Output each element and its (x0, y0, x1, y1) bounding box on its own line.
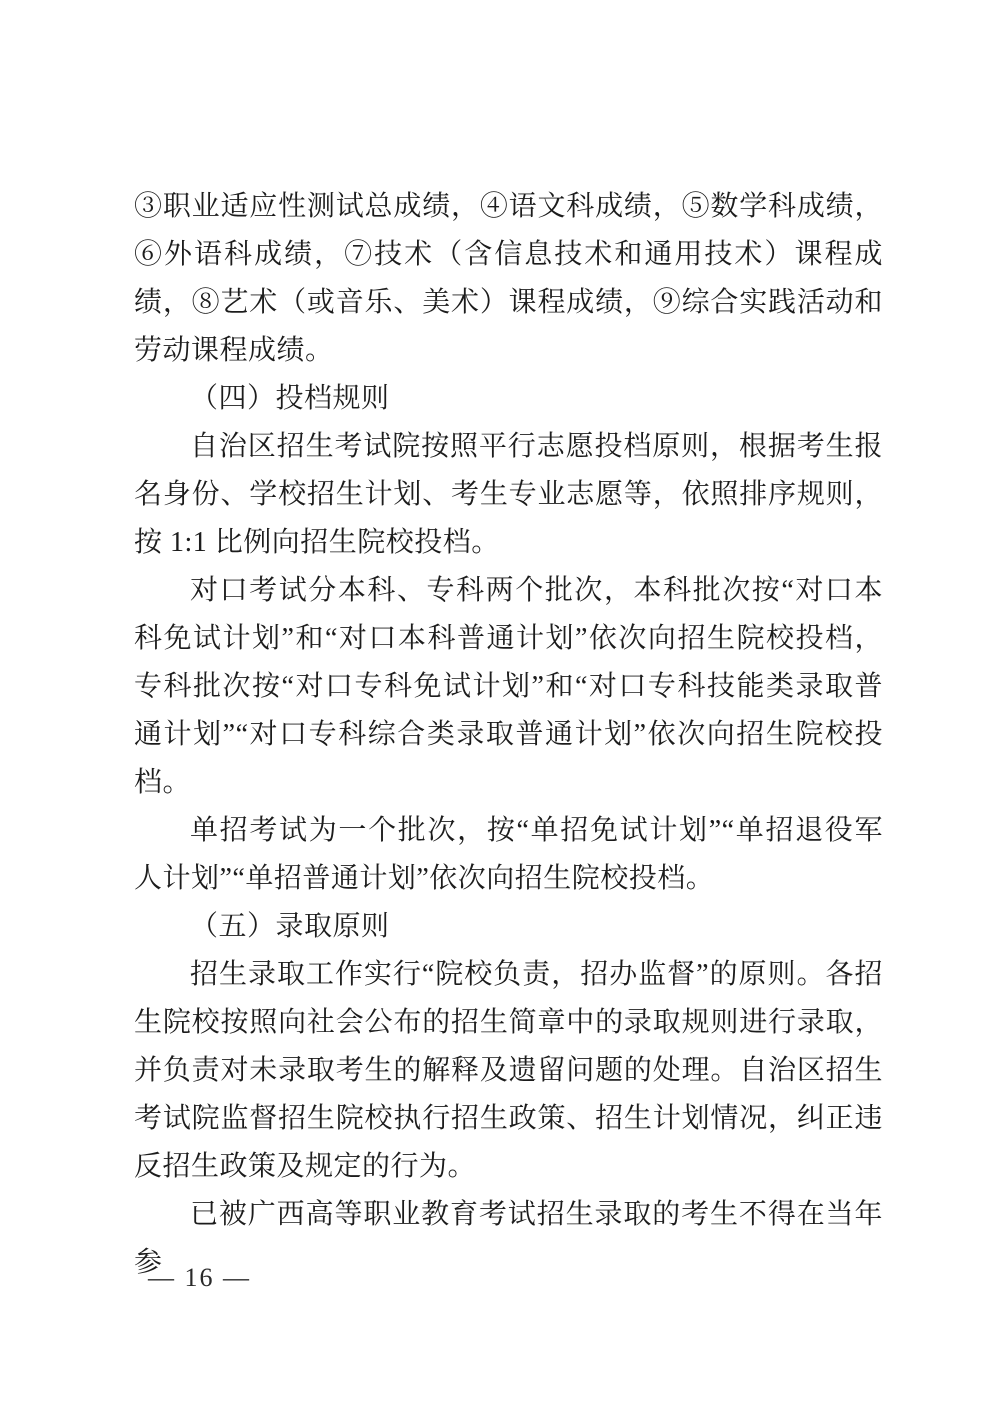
document-content (134, 183, 883, 1287)
paragraph-duikou-exam-batches: 对口考试分本科、专科两个批次，本科批次按“对口本科免试计划”和“对口本科普通计划”依次向招生院校投档，专科批次按“对口专科免试计划”和“对口专科技能类录取普通计划”“对口专科综合类录取普通计划”依次向招生院校投档。 (134, 575, 883, 798)
paragraph-admission-responsibility: 招生录取工作实行“院校负责，招办监督”的原则。各招生院校按照向社会公布的招生简章中的录取规则进行录取，并负责对未录取考生的解释及遗留问题的处理。自治区招生考试院监督招生院校执行招生政策、招生计划情况，纠正违反招生政策及规定的行为。 (134, 959, 883, 1182)
paragraph-danzhao-exam-batch: 单招考试为一个批次，按“单招免试计划”“单招退役军人计划”“单招普通计划”依次向招生院校投档。 (134, 815, 883, 894)
section-heading-4-filing-rules: （四）投档规则 (190, 383, 390, 414)
section-heading-5-admission-principles: （五）录取原则 (190, 911, 390, 942)
paragraph-score-items-continuation: ③职业适应性测试总成绩，④语文科成绩，⑤数学科成绩，⑥外语科成绩，⑦技术（含信息技术和通用技术）课程成绩，⑧艺术（或音乐、美术）课程成绩，⑨综合实践活动和劳动课程成绩。 (134, 191, 883, 366)
page-number: — 16 — (148, 1263, 251, 1292)
paragraph-admitted-candidates-cutoff: 已被广西高等职业教育考试招生录取的考生不得在当年参 (134, 1199, 883, 1278)
paragraph-parallel-volunteer-filing: 自治区招生考试院按照平行志愿投档原则，根据考生报名身份、学校招生计划、考生专业志愿等，依照排序规则，按 1:1 比例向招生院校投档。 (134, 431, 883, 558)
